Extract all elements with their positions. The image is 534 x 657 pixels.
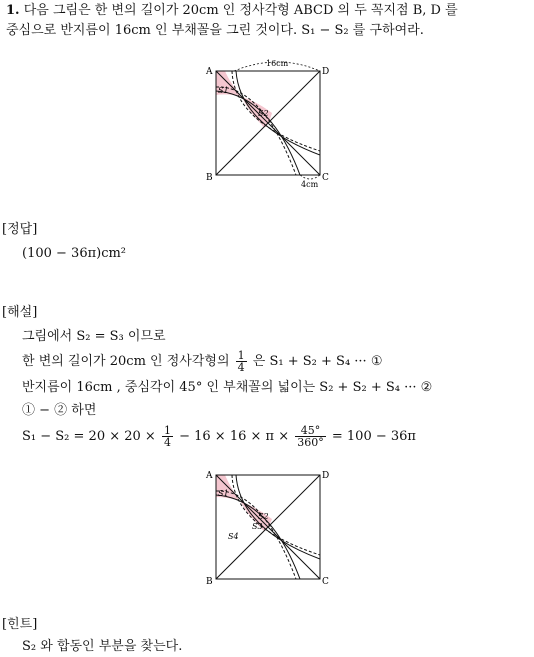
arc-dashed-b <box>216 87 296 175</box>
label-c: C <box>322 577 329 587</box>
explanation-heading: [해설] <box>2 305 38 320</box>
explanation-line-5-pre: S₁ − S₂ = 20 × 20 × <box>22 429 156 444</box>
label-a: A <box>206 67 213 77</box>
label-c: C <box>322 173 329 183</box>
question-text-1: 다음 그림은 한 변의 길이가 20cm 인 정사각형 ABCD 의 두 꼭지점 B, D 를 <box>23 3 458 18</box>
explanation-line-1: 그림에서 S₂ = S₃ 이므로 <box>22 329 166 344</box>
label-4cm: 4cm <box>301 180 319 189</box>
label-s2: S2 <box>258 109 269 118</box>
explanation-line-5-mid: − 16 × 16 × π × <box>179 429 290 444</box>
figure-2 <box>200 465 340 590</box>
fraction-denominator: 360° <box>297 436 324 449</box>
hint-heading: [힌트] <box>2 617 38 632</box>
label-16cm: 16cm <box>266 59 289 68</box>
explanation-line-4: ① − ② 하면 <box>22 403 97 418</box>
fraction-quarter <box>236 350 247 373</box>
dim-arc-bottom <box>300 175 320 179</box>
question-line-1 <box>6 3 458 19</box>
answer-value: (100 − 36π)cm² <box>22 246 127 261</box>
fraction-numerator: 1 <box>237 349 245 362</box>
fraction-numerator: 45° <box>295 425 326 437</box>
fraction-denominator: 4 <box>237 361 245 374</box>
explanation-line-3: 반지름이 16cm , 중심각이 45° 인 부채꼴의 넓이는 S₂ + S₂ + S₄ ··· ② <box>22 380 433 395</box>
explanation-line-2-post: 은 S₁ + S₂ + S₄ ··· ① <box>252 354 383 369</box>
fraction-numerator: 1 <box>163 424 171 437</box>
arc-dashed-d <box>232 71 320 151</box>
explanation-line-2-pre: 한 변의 길이가 20cm 인 정사각형의 <box>22 354 230 369</box>
label-s3: S3 <box>252 522 263 531</box>
fraction-denominator: 4 <box>163 436 171 449</box>
label-b: B <box>206 173 213 183</box>
label-s4: S4 <box>228 532 239 541</box>
explanation-line-2 <box>22 350 382 373</box>
arc-dashed-d <box>232 475 320 555</box>
answer-heading: [정답] <box>2 222 38 237</box>
label-a: A <box>206 471 213 481</box>
label-s1: S1 <box>218 86 229 95</box>
label-s1: S1 <box>218 489 229 498</box>
explanation-line-5-post: = 100 − 36π <box>331 429 416 444</box>
question-number: 1. <box>6 3 20 18</box>
label-d: D <box>322 471 330 481</box>
label-b: B <box>206 577 213 587</box>
label-s2: S2 <box>258 512 269 521</box>
explanation-line-5 <box>22 425 416 448</box>
fraction-quarter-2 <box>162 425 173 448</box>
fraction-angle <box>295 425 326 448</box>
label-d: D <box>322 67 330 77</box>
hint-text: S₂ 와 합동인 부분을 찾는다. <box>22 639 183 654</box>
question-text-2: 중심으로 반지름이 16cm 인 부채꼴을 그린 것이다. S₁ − S₂ 를 구하여라. <box>6 23 424 38</box>
figure-1 <box>200 55 340 195</box>
